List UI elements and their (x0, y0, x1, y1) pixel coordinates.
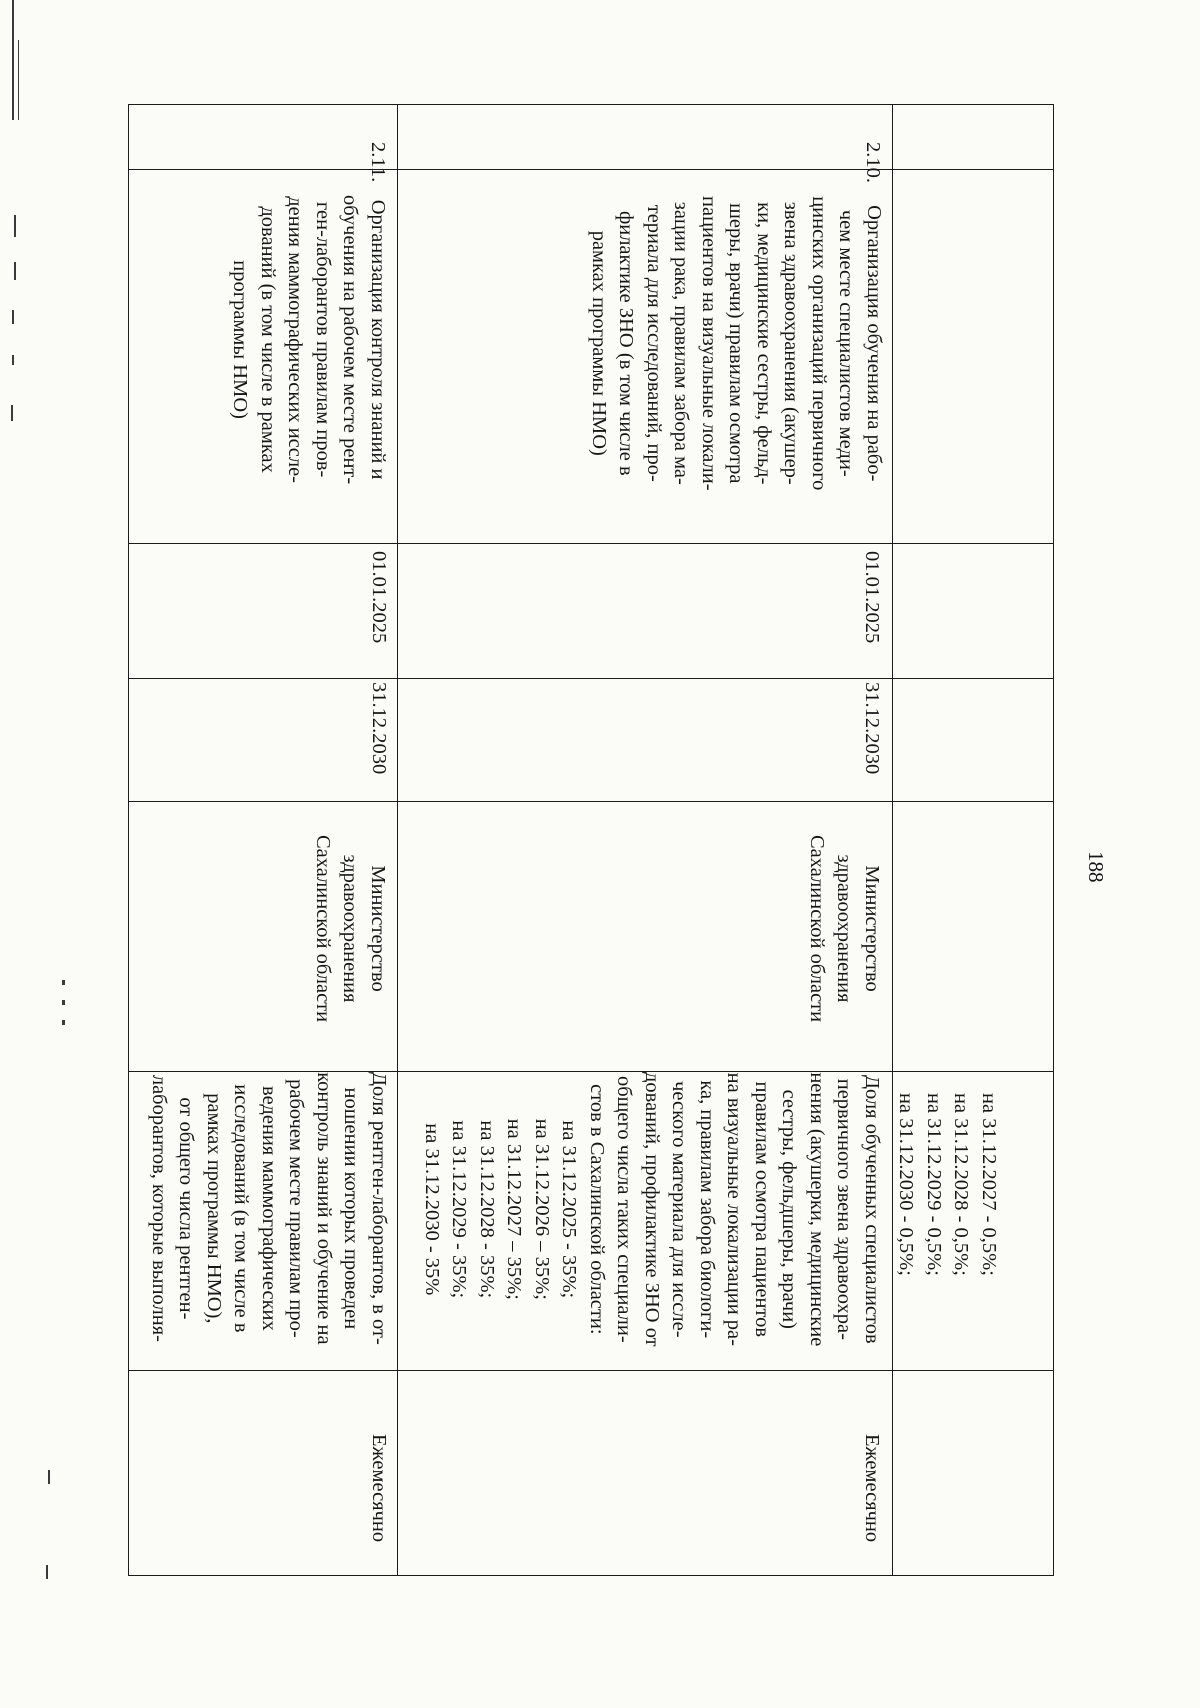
text-line: общего числа таких специали- (613, 1075, 636, 1343)
start-date: 01.01.2025 (368, 551, 390, 644)
text-line: зации рака, правилам забора ма- (670, 201, 693, 485)
text-line: на 31.12.2028 - 35%; (476, 1120, 498, 1299)
text-line: дований (в том числе в рамках (257, 206, 279, 473)
text-line: ческого материала для иссле- (668, 1081, 691, 1338)
text-line: на визуальные локализации ра- (723, 1072, 746, 1346)
text-line: пациентов на визуальные локали- (698, 196, 720, 491)
column-divider (129, 678, 1053, 679)
text-line: филактике ЗНО (в том числе в (615, 210, 638, 476)
text-line: ген-лаборантов правилам пров- (312, 201, 334, 478)
text-line: Организация обучения на рабо- (863, 205, 885, 482)
text-line: на 31.12.2027 – 35%; (503, 1118, 526, 1300)
text-line: ношении которых проведен (340, 1087, 363, 1330)
task-description (226, 195, 391, 484)
text-line: на 31.12.2028 - 0,5%; (950, 1093, 973, 1276)
text-line: стов в Сахалинской области: (586, 1084, 608, 1335)
text-line: звена здравоохранения (акушер- (780, 201, 803, 485)
text-line: дения маммографических иссле- (284, 196, 307, 484)
text-line: программы НМО) (229, 260, 252, 419)
text-line: на 31.12.2030 - 35% (421, 1123, 443, 1296)
text-line: на 31.12.2027 - 0,5%; (978, 1093, 1000, 1276)
frequency: Ежемесячно (368, 1434, 390, 1543)
row-number: 2.11. (367, 142, 389, 183)
text-line: Министерство (367, 865, 389, 992)
scan-artifact (12, 0, 14, 120)
text-line: Сахалинской области (806, 835, 828, 1023)
column-divider (129, 543, 1053, 544)
text-line: здравоохранения (833, 854, 856, 1003)
frequency: Ежемесячно (861, 1434, 883, 1543)
text-line: Министерство (861, 865, 883, 992)
text-line: на 31.12.2026 – 35%; (531, 1118, 553, 1300)
task-description (585, 196, 888, 491)
indicator (418, 1072, 886, 1347)
scan-artifact (12, 310, 14, 324)
text-line: рабочем месте правилам про- (285, 1079, 308, 1338)
text-line: лаборантов, которые выполня- (148, 1074, 170, 1342)
end-date: 31.12.2030 (368, 682, 390, 775)
text-line: дований, профилактике ЗНО от (641, 1072, 663, 1347)
text-line: на 31.12.2030 - 0,5%; (895, 1093, 918, 1276)
scan-artifact (62, 1000, 65, 1005)
text-line: Доля обученных специалистов (861, 1074, 883, 1344)
text-line: Доля рентген-лаборантов, в от- (368, 1072, 390, 1345)
text-line: обучения на рабочем месте рент- (339, 195, 362, 485)
scan-artifact (46, 1565, 48, 1579)
text-line: нения (акушерки, медицинские (806, 1072, 828, 1347)
indicator (145, 1072, 393, 1345)
text-line: контроль знаний и обучение на (313, 1072, 335, 1345)
responsible-party (803, 835, 886, 1022)
text-line: на 31.12.2029 - 0,5%; (923, 1093, 945, 1276)
scan-artifact (62, 980, 65, 985)
text-line: здравоохранения (339, 854, 362, 1003)
text-line: на 31.12.2029 - 35%; (448, 1120, 471, 1299)
text-line: от общего числа рентген- (175, 1097, 198, 1320)
text-line: исследований (в том числе в (230, 1084, 253, 1333)
column-divider (129, 169, 1053, 170)
continuation-indicator (892, 1093, 1002, 1276)
row-number: 2.10. (862, 142, 884, 183)
text-line: рамках программы НМО), (203, 1093, 225, 1324)
scan-artifact (48, 1470, 50, 1484)
text-line: цинских организаций первичного (808, 196, 830, 491)
text-line: ка, правилам забора биологи- (696, 1080, 718, 1339)
start-date: 01.01.2025 (861, 551, 883, 644)
text-line: териала для исследований, про- (643, 204, 665, 482)
text-line: рамках программы НМО) (588, 230, 610, 456)
row-divider (397, 105, 398, 1575)
text-line: шеры, врачи) правилам осмотра (725, 203, 748, 484)
text-line: на 31.12.2025 - 35%; (558, 1120, 581, 1299)
text-line: первичного звена здравоохра- (833, 1078, 856, 1340)
text-line: правилам осмотра пациентов (751, 1081, 773, 1338)
text-line: сестры, фельдшеры, врачи) (778, 1089, 801, 1330)
scan-artifact (12, 355, 14, 365)
column-divider (129, 801, 1053, 802)
row-divider (892, 105, 893, 1575)
scan-artifact (14, 262, 16, 280)
column-divider (129, 1370, 1053, 1371)
text-line: Сахалинской области (312, 835, 334, 1023)
text-line: Организация контроля знаний и (367, 199, 389, 480)
text-line: чем месте специалистов меди- (835, 209, 858, 477)
scan-artifact (14, 215, 16, 237)
scan-artifact (62, 1020, 65, 1025)
page-number: 188 (1084, 851, 1108, 883)
scan-artifact (11, 405, 13, 421)
scan-artifact (18, 40, 19, 120)
end-date: 31.12.2030 (861, 682, 883, 775)
responsible-party (309, 835, 392, 1022)
text-line: ки, медицинские сестры, фельд- (753, 202, 775, 485)
text-line: ведения маммографических (258, 1086, 280, 1331)
